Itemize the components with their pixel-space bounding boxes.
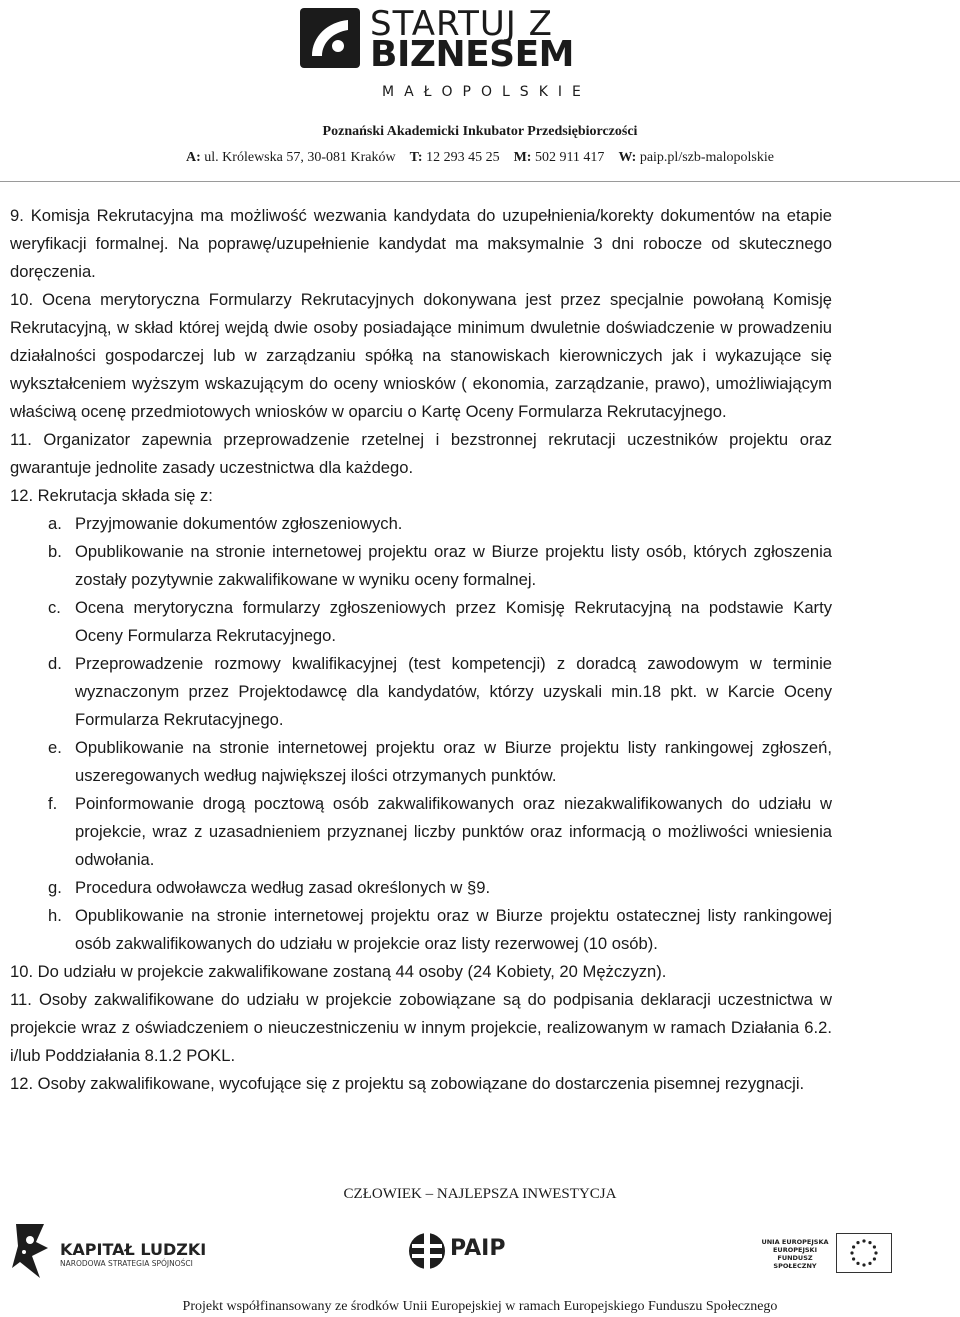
logo-text-region: MAŁOPOLSKIE — [382, 84, 591, 100]
logo-text-line1: STARTUJ Z — [370, 4, 553, 44]
paragraph-10b: 10. Do udziału w projekcie zakwalifikowane zostaną 44 osoby (24 Kobiety, 20 Mężczyzn). — [10, 962, 667, 981]
startuj-z-biznesem-logo — [298, 4, 591, 102]
paip-logo-text: PAIP — [450, 1236, 506, 1261]
web-label: W: — [618, 150, 637, 165]
paragraph-12b: 12. Osoby zakwalifikowane, wycofujące się z projektu są zobowiązane do dostarczenia pisemnej rezygnacji. — [10, 1074, 805, 1093]
mobile: 502 911 417 — [534, 150, 605, 165]
paip-emblem-icon — [408, 1230, 446, 1272]
list-item: g. Procedura odwoławcza według zasad określonych w §9. — [48, 878, 491, 897]
contact-line — [0, 150, 960, 166]
phone-label: T: — [409, 150, 423, 165]
list-item: h. Opublikowanie na stronie internetowej projektu oraz w Biurze projektu ostatecznej listy rankingowej osób zakwalifikowanych do udziału w projekcie oraz listy rezerwowej (10 osób). — [48, 906, 832, 953]
logo-mark-icon — [298, 6, 362, 70]
organization-name: Poznański Akademicki Inkubator Przedsiębiorczości — [322, 124, 638, 139]
web-link[interactable]: paip.pl/szb-malopolskie — [639, 150, 774, 165]
list-item: c. Ocena merytoryczna formularzy zgłoszeniowych przez Komisję Rekrutacyjną na podstawie Karty Oceny Formularza Rekrutacyjnego. — [48, 598, 832, 645]
cofinancing-note: Projekt współfinansowany ze środków Unii Europejskiej w ramach Europejskiego Funduszu Społecznego — [182, 1299, 778, 1314]
eu-logo-text: UNIA EUROPEJSKA EUROPEJSKI FUNDUSZ SPOŁECZNY — [761, 1238, 829, 1270]
logo-text-line2: BIZNESEM — [370, 34, 575, 75]
paragraph-11b: 11. Osoby zakwalifikowane do udziału w projekcie zobowiązane są do podpisania deklaracji uczestnictwa w projekcie wraz z oświadczeniem o nieuczestniczeniu w innym projekcie, realizowanym w ramach Działania 6.2. i/lub Poddziałania 8.1.2 POKL. — [10, 990, 832, 1065]
footer-motto: CZŁOWIEK – NAJLEPSZA INWESTYCJA — [343, 1186, 617, 1202]
list-item: f. Poinformowanie drogą pocztową osób zakwalifikowanych oraz niezakwalifikowanych do udziału w projekcie, wraz z uzasadnieniem przyznanej liczby punktów oraz informacją o możliwości wniesienia odwołania. — [48, 794, 832, 869]
phone: 12 293 45 25 — [426, 150, 500, 165]
kapital-ludzki-subtitle: NARODOWA STRATEGIA SPÓJNOŚCI — [60, 1259, 193, 1268]
mobile-label: M: — [513, 150, 532, 165]
eu-logo — [758, 1228, 898, 1278]
address: ul. Królewska 57, 30-081 Kraków — [204, 150, 396, 165]
list-item: a. Przyjmowanie dokumentów zgłoszeniowych. — [48, 514, 403, 533]
paip-logo — [408, 1226, 518, 1278]
paragraph-11: 11. Organizator zapewnia przeprowadzenie rzetelnej i bezstronnej rekrutacji uczestników projektu oraz gwarantuje jednolite zasady uczestnictwa dla każdego. — [10, 430, 832, 477]
eu-flag-icon — [836, 1233, 892, 1273]
paragraph-10: 10. Ocena merytoryczna Formularzy Rekrutacyjnych dokonywana jest przez specjalnie powołaną Komisję Rekrutacyjną, w skład której wejdą dwie osoby posiadające minimum dwuletnie doświadczenie w prowadzeniu działalności gospodarczej lub w zarządzaniu spółką na stanowiskach kierowniczych jak i wykazujące się wykształceniem wyższym wskazującym do oceny wniosków ( ekonomia, zarządzanie, prawo), umożliwiającym właściwą ocenę przedmiotowych wniosków w oparciu o Kartę Oceny Formularza Rekrutacyjnego. — [10, 290, 832, 421]
kapital-ludzki-logo — [10, 1222, 210, 1280]
address-label: A: — [186, 150, 201, 165]
kapital-ludzki-emblem-icon — [10, 1222, 50, 1280]
list-item: e. Opublikowanie na stronie internetowej projektu oraz w Biurze projektu listy rankingowej zgłoszeń, uszeregowanych według największej ilości otrzymanych punktów. — [48, 738, 832, 785]
paragraph-12: 12. Rekrutacja składa się z: — [10, 486, 213, 505]
list-item: b. Opublikowanie na stronie internetowej projektu oraz w Biurze projektu listy osób, których zgłoszenia zostały pozytywnie zakwalifikowane w wyniku oceny formalnej. — [48, 542, 832, 589]
paragraph-9: 9. Komisja Rekrutacyjna ma możliwość wezwania kandydata do uzupełnienia/korekty dokumentów na etapie weryfikacji formalnej. Na poprawę/uzupełnienie kandydat ma maksymalnie 3 dni robocze od skutecznego doręczenia. — [10, 206, 832, 281]
kapital-ludzki-title: KAPITAŁ LUDZKI — [60, 1240, 207, 1259]
document-body — [10, 202, 832, 1098]
header-divider — [0, 181, 960, 182]
list-item: d. Przeprowadzenie rozmowy kwalifikacyjnej (test kompetencji) z doradcą zawodowym w terminie wyznaczonym przez Projektodawcę dla kandydatów, którzy uzyskali min.18 pkt. w Karcie Oceny Formularza Rekrutacyjnego. — [48, 654, 832, 729]
